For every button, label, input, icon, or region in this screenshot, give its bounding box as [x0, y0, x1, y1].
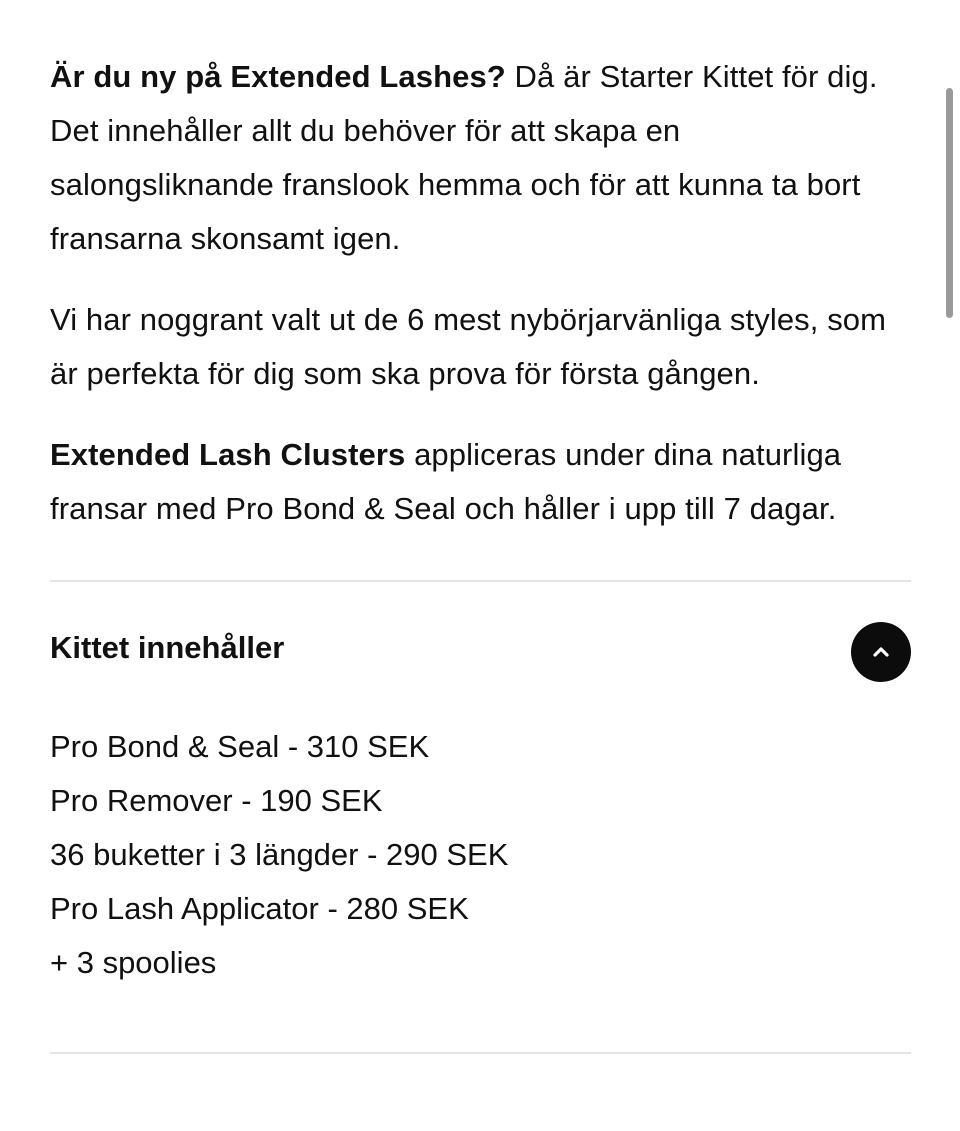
accordion-toggle-button[interactable] [851, 622, 911, 682]
list-item: Pro Remover - 190 SEK [50, 783, 383, 818]
intro-text-3: appliceras under dina naturliga fransar med Pro Bond & Seal och håller i upp till 7 dagar. [50, 437, 842, 526]
chevron-up-icon [871, 645, 891, 659]
product-description [50, 50, 910, 1054]
section-divider-bottom [50, 1052, 911, 1054]
list-item: 36 buketter i 3 längder - 290 SEK [50, 837, 509, 872]
intro-text-1: Då är Starter Kittet för dig. Det innehåller allt du behöver för att skapa en salongsliknande franslook hemma och för att kunna ta bort fransarna skonsamt igen. [50, 59, 878, 256]
accordion-title: Kittet innehåller [50, 630, 285, 665]
accordion-header[interactable] [50, 582, 910, 720]
list-item: Pro Lash Applicator - 280 SEK [50, 891, 469, 926]
intro-paragraph-3 [50, 428, 910, 536]
intro-paragraph-2: Vi har noggrant valt ut de 6 mest nybörjarvänliga styles, som är perfekta för dig som ska prova för första gången. [50, 302, 887, 391]
list-item: Pro Bond & Seal - 310 SEK [50, 729, 430, 764]
intro-paragraph-1 [50, 50, 910, 266]
intro-bold-product: Extended Lash Clusters [50, 437, 406, 472]
list-item: + 3 spoolies [50, 945, 217, 980]
kit-contents-list [50, 720, 910, 990]
intro-bold-question: Är du ny på Extended Lashes? [50, 59, 506, 94]
scrollbar-thumb[interactable] [946, 88, 953, 318]
